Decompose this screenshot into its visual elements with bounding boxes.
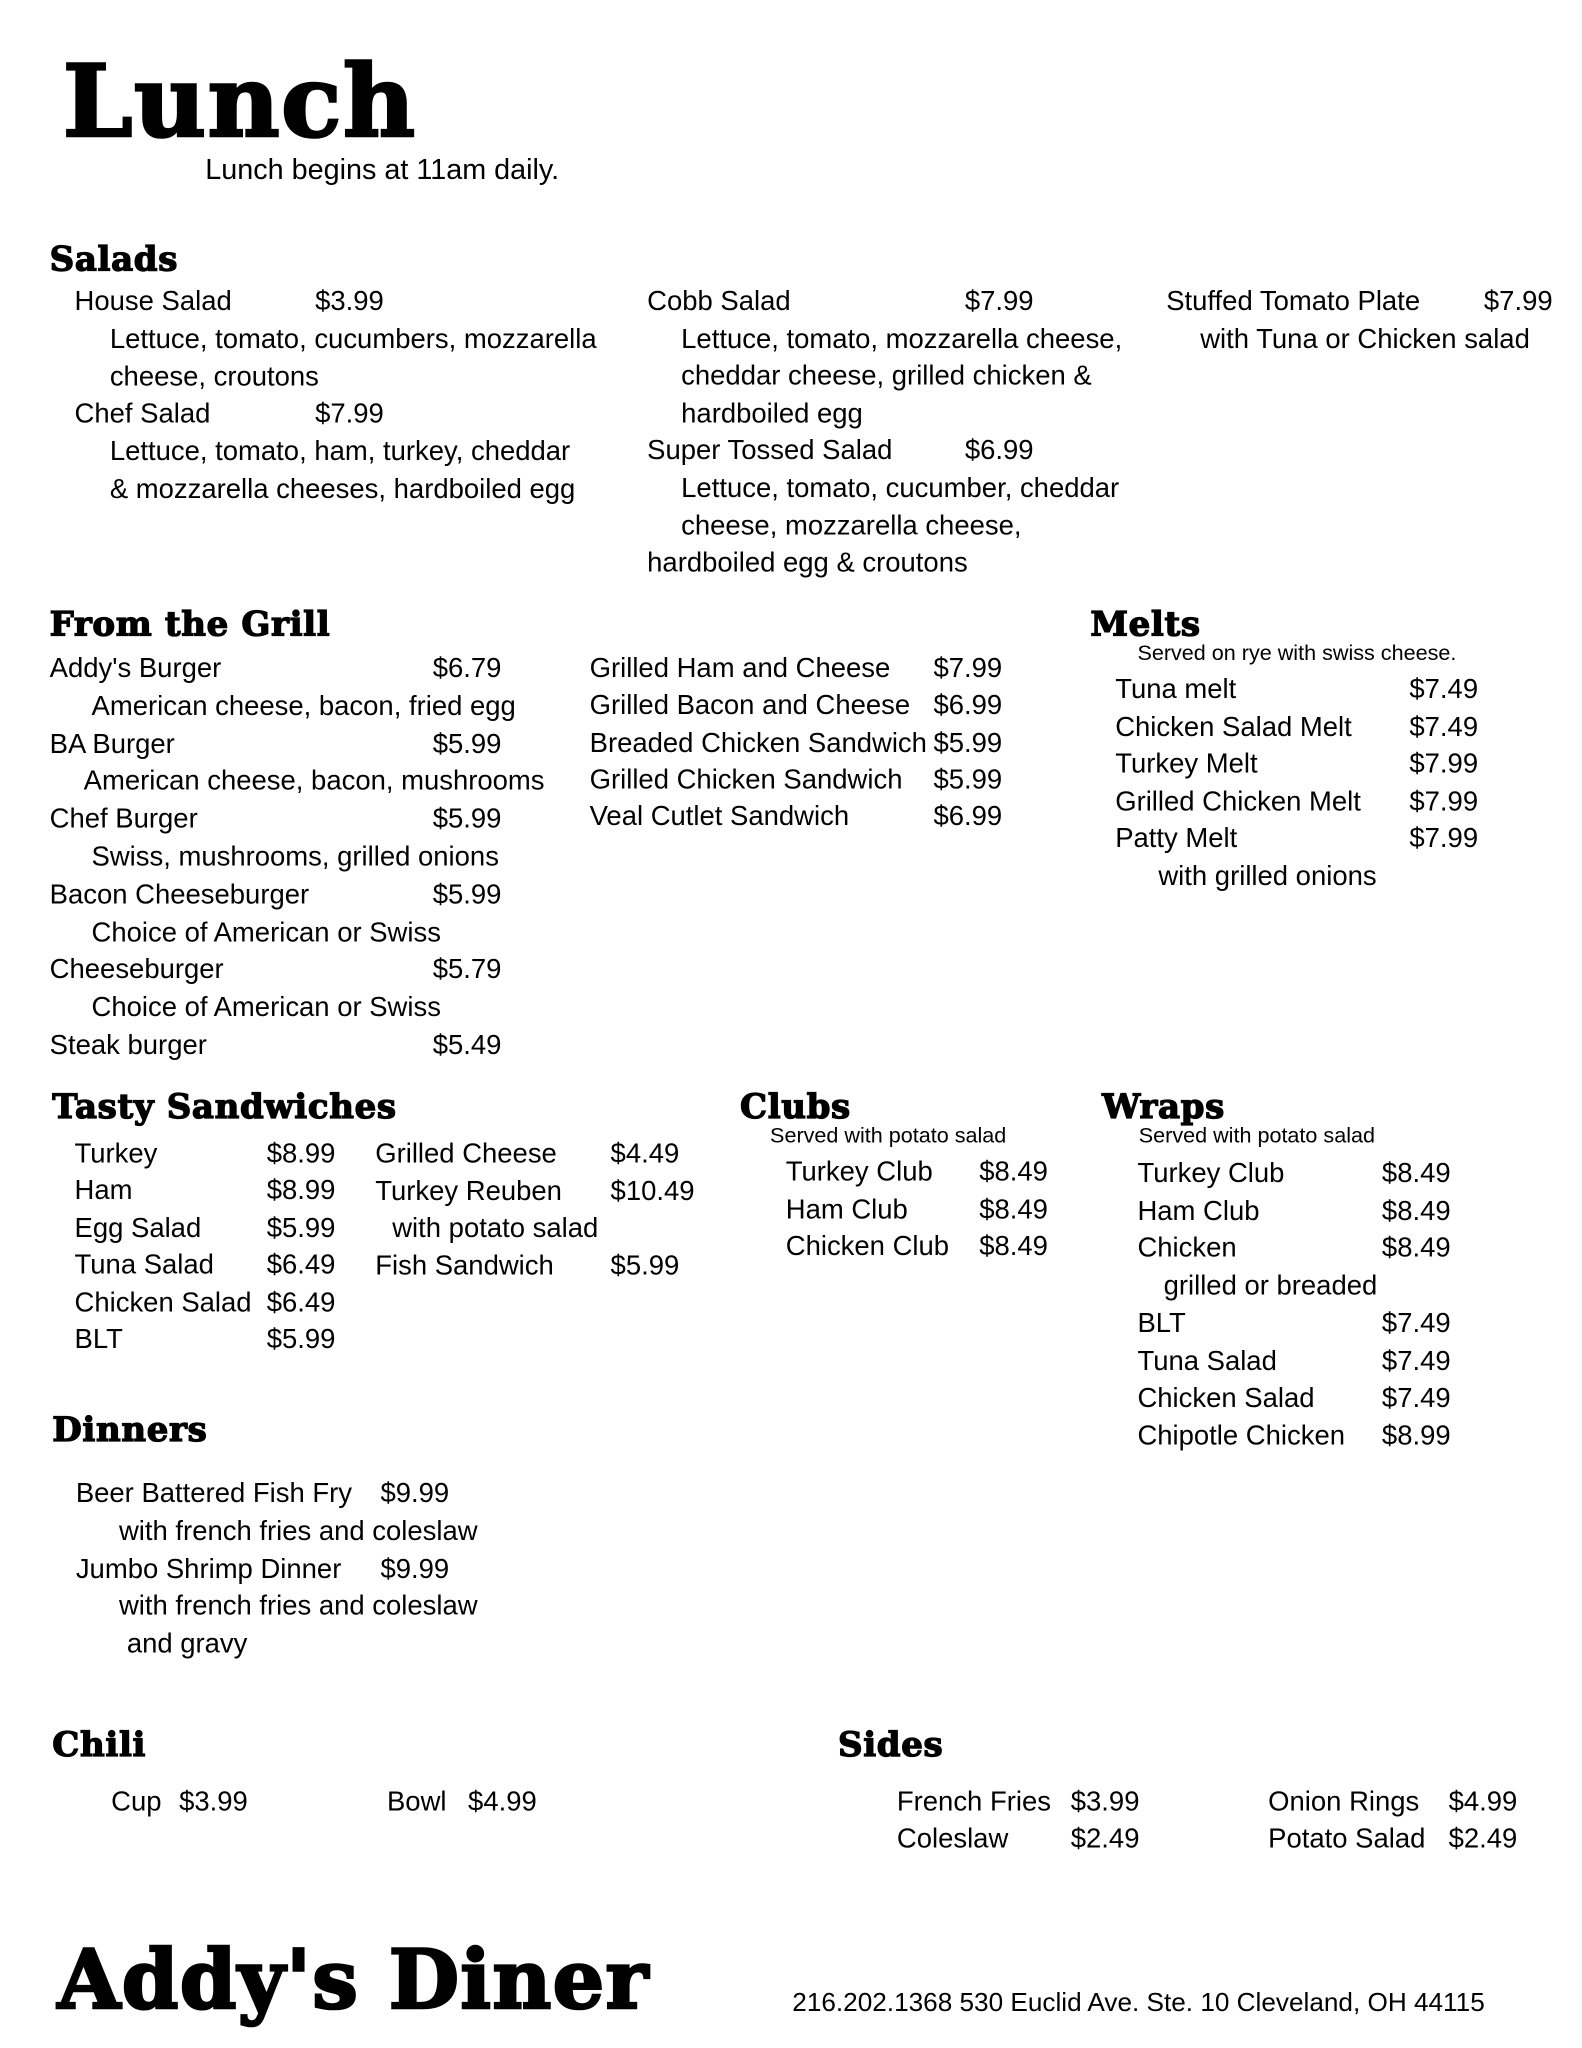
- section-subtitle: Served with potato salad: [770, 1124, 1007, 1148]
- menu-item-name: Tuna Salad: [1137, 1345, 1277, 1377]
- menu-item-price: $7.99: [1409, 749, 1479, 780]
- menu-item-name: House Salad: [74, 286, 232, 317]
- section-heading: Dinners: [52, 1410, 208, 1450]
- menu-item-description: with french fries and coleslaw: [118, 1516, 478, 1547]
- menu-item-price: $7.49: [1381, 1345, 1451, 1377]
- menu-item-name: Chicken Salad: [74, 1287, 252, 1318]
- menu-item-price: $8.99: [266, 1138, 336, 1169]
- menu-item-name: Turkey Reuben: [375, 1176, 562, 1207]
- menu-item-price: $2.49: [1448, 1823, 1518, 1854]
- menu-item-name: Jumbo Shrimp Dinner: [75, 1553, 342, 1585]
- menu-item-price: $8.99: [1381, 1421, 1451, 1452]
- menu-item-name: Grilled Cheese: [375, 1138, 557, 1169]
- menu-item-price: $6.99: [933, 690, 1003, 721]
- section-heading: From the Grill: [49, 605, 331, 645]
- menu-item-description: Lettuce, tomato, mozzarella cheese,: [681, 323, 1123, 354]
- menu-item-price: $4.49: [610, 1138, 680, 1169]
- menu-item-price: $5.99: [610, 1250, 680, 1281]
- menu-item-name: Breaded Chicken Sandwich: [589, 727, 927, 758]
- restaurant-logo: Addy's Diner: [57, 1932, 650, 2028]
- menu-item-price: $4.99: [1448, 1787, 1518, 1818]
- menu-item-name: Fish Sandwich: [375, 1250, 554, 1281]
- menu-item-description: cheese, croutons: [109, 361, 319, 392]
- section-heading: Melts: [1090, 605, 1201, 645]
- menu-item-description: with potato salad: [392, 1213, 599, 1244]
- menu-item-name: Bowl: [386, 1787, 447, 1818]
- menu-item-name: Cup: [111, 1787, 162, 1818]
- section-heading: Wraps: [1102, 1087, 1225, 1127]
- menu-item-name: Onion Rings: [1268, 1787, 1420, 1818]
- menu-item-description: with Tuna or Chicken salad: [1200, 324, 1530, 355]
- menu-item-price: $5.99: [432, 804, 502, 835]
- menu-item-price: $5.99: [432, 728, 502, 760]
- menu-item-price: $5.99: [933, 764, 1003, 795]
- menu-item-description: with french fries and coleslaw: [118, 1591, 478, 1622]
- menu-item-name: Stuffed Tomato Plate: [1166, 286, 1421, 317]
- section-heading: Clubs: [739, 1087, 851, 1127]
- menu-item-name: Ham Club: [785, 1194, 908, 1225]
- page-title: Lunch: [62, 43, 417, 160]
- menu-item-name: French Fries: [896, 1787, 1051, 1818]
- menu-item-name: Cobb Salad: [647, 286, 791, 317]
- menu-item-description: Lettuce, tomato, cucumbers, mozzarella: [109, 323, 597, 355]
- menu-item-description: cheese, mozzarella cheese,: [681, 510, 1022, 541]
- menu-item-name: Turkey Melt: [1115, 749, 1258, 780]
- menu-item-description: hardboiled egg: [681, 398, 863, 429]
- menu-item-price: $9.99: [380, 1478, 450, 1509]
- menu-item-name: Beer Battered Fish Fry: [75, 1478, 353, 1509]
- menu-item-description: Lettuce, tomato, cucumber, cheddar: [681, 473, 1120, 504]
- menu-item-name: Ham: [74, 1175, 133, 1206]
- menu-item-name: Veal Cutlet Sandwich: [589, 801, 850, 832]
- menu-item-description: Swiss, mushrooms, grilled onions: [91, 841, 499, 873]
- section-subtitle: Served with potato salad: [1138, 1124, 1375, 1148]
- menu-item-name: Turkey Club: [1137, 1158, 1285, 1189]
- menu-item-price: $8.49: [979, 1157, 1048, 1188]
- menu-item-description: Lettuce, tomato, ham, turkey, cheddar: [109, 436, 571, 467]
- menu-item-description: and gravy: [126, 1629, 248, 1660]
- menu-item-price: $7.99: [1409, 824, 1479, 855]
- menu-item-name: Addy's Burger: [49, 653, 222, 684]
- menu-item-name: BA Burger: [49, 728, 175, 760]
- menu-item-name: Chicken Club: [785, 1231, 950, 1262]
- menu-item-price: $5.99: [933, 727, 1003, 758]
- menu-item-price: $6.99: [964, 435, 1034, 466]
- menu-item-price: $5.79: [432, 954, 502, 985]
- section-heading: Sides: [838, 1725, 944, 1765]
- menu-item-name: Turkey Club: [785, 1157, 933, 1188]
- section-subtitle: Served on rye with swiss cheese.: [1137, 641, 1457, 666]
- menu-item-name: Chicken: [1137, 1233, 1237, 1264]
- menu-item-name: Chicken Salad Melt: [1115, 712, 1352, 743]
- menu-item-price: $7.99: [1483, 286, 1553, 317]
- menu-item-name: Bacon Cheeseburger: [49, 879, 310, 910]
- contact-info: 216.202.1368 530 Euclid Ave. Ste. 10 Cleveland, OH 44115: [792, 1988, 1485, 2018]
- menu-item-name: Steak burger: [49, 1030, 207, 1061]
- menu-item-name: Tuna melt: [1115, 674, 1237, 705]
- menu-item-name: Grilled Chicken Sandwich: [589, 764, 903, 795]
- menu-item-description: cheddar cheese, grilled chicken &: [681, 361, 1092, 392]
- menu-item-price: $7.99: [1409, 786, 1479, 817]
- menu-item-name: Tuna Salad: [74, 1250, 214, 1281]
- menu-item-name: Super Tossed Salad: [647, 435, 893, 466]
- menu-item-price: $7.49: [1409, 674, 1479, 705]
- menu-item-description: hardboiled egg & croutons: [647, 548, 968, 579]
- menu-item-name: Turkey: [74, 1138, 158, 1169]
- menu-item-price: $7.49: [1381, 1383, 1451, 1414]
- menu-item-price: $5.49: [432, 1030, 502, 1061]
- menu-item-price: $4.99: [468, 1787, 537, 1818]
- menu-item-name: Cheeseburger: [49, 954, 224, 985]
- menu-item-price: $7.99: [315, 399, 384, 430]
- menu-item-name: Grilled Bacon and Cheese: [589, 690, 911, 721]
- menu-item-description: grilled or breaded: [1163, 1270, 1378, 1301]
- menu-item-name: Chef Burger: [49, 804, 198, 835]
- menu-item-description: with grilled onions: [1158, 861, 1377, 892]
- section-heading: Chili: [52, 1725, 147, 1765]
- menu-item-name: Potato Salad: [1268, 1823, 1426, 1854]
- menu-item-price: $8.49: [1381, 1233, 1451, 1264]
- menu-item-price: $10.49: [610, 1176, 695, 1207]
- menu-item-price: $8.99: [266, 1175, 336, 1206]
- menu-item-price: $9.99: [380, 1553, 450, 1585]
- menu-item-name: Ham Club: [1137, 1195, 1260, 1226]
- menu-item-price: $5.99: [432, 879, 502, 910]
- menu-item-price: $5.99: [266, 1213, 336, 1244]
- menu-item-name: Coleslaw: [896, 1823, 1009, 1854]
- menu-item-description: American cheese, bacon, fried egg: [91, 691, 516, 722]
- menu-item-name: BLT: [74, 1324, 123, 1355]
- menu-item-price: $6.49: [266, 1287, 336, 1318]
- menu-item-name: Egg Salad: [74, 1213, 202, 1244]
- menu-item-price: $6.99: [933, 801, 1003, 832]
- menu-item-price: $7.99: [933, 653, 1003, 684]
- menu-item-name: BLT: [1137, 1308, 1186, 1339]
- menu-item-description: Choice of American or Swiss: [91, 917, 441, 948]
- menu-item-price: $3.99: [1070, 1787, 1140, 1818]
- menu-item-name: Grilled Chicken Melt: [1115, 786, 1361, 817]
- menu-item-price: $3.99: [315, 286, 384, 317]
- menu-item-name: Chef Salad: [74, 399, 211, 430]
- menu-item-price: $7.49: [1381, 1308, 1451, 1339]
- menu-item-price: $6.49: [266, 1250, 336, 1281]
- menu-item-price: $7.49: [1409, 712, 1479, 743]
- menu-item-name: Grilled Ham and Cheese: [589, 653, 891, 684]
- menu-item-description: American cheese, bacon, mushrooms: [83, 766, 545, 797]
- menu-item-name: Chipotle Chicken: [1137, 1421, 1346, 1452]
- menu-item-name: Chicken Salad: [1137, 1383, 1315, 1414]
- section-heading: Salads: [49, 240, 179, 280]
- menu-item-price: $3.99: [179, 1787, 248, 1818]
- menu-item-description: & mozzarella cheeses, hardboiled egg: [109, 474, 576, 505]
- menu-item-description: Choice of American or Swiss: [91, 992, 441, 1023]
- menu-item-price: $8.49: [979, 1194, 1048, 1225]
- menu-item-price: $8.49: [1381, 1158, 1451, 1189]
- lunch-hours-note: Lunch begins at 11am daily.: [205, 152, 560, 186]
- section-heading: Tasty Sandwiches: [52, 1087, 397, 1127]
- menu-item-price: $8.49: [979, 1231, 1048, 1262]
- menu-item-price: $6.79: [432, 653, 502, 684]
- menu-item-price: $8.49: [1381, 1195, 1451, 1226]
- menu-item-price: $5.99: [266, 1324, 336, 1355]
- menu-item-name: Patty Melt: [1115, 824, 1238, 855]
- menu-item-price: $7.99: [964, 286, 1034, 317]
- menu-item-price: $2.49: [1070, 1823, 1140, 1854]
